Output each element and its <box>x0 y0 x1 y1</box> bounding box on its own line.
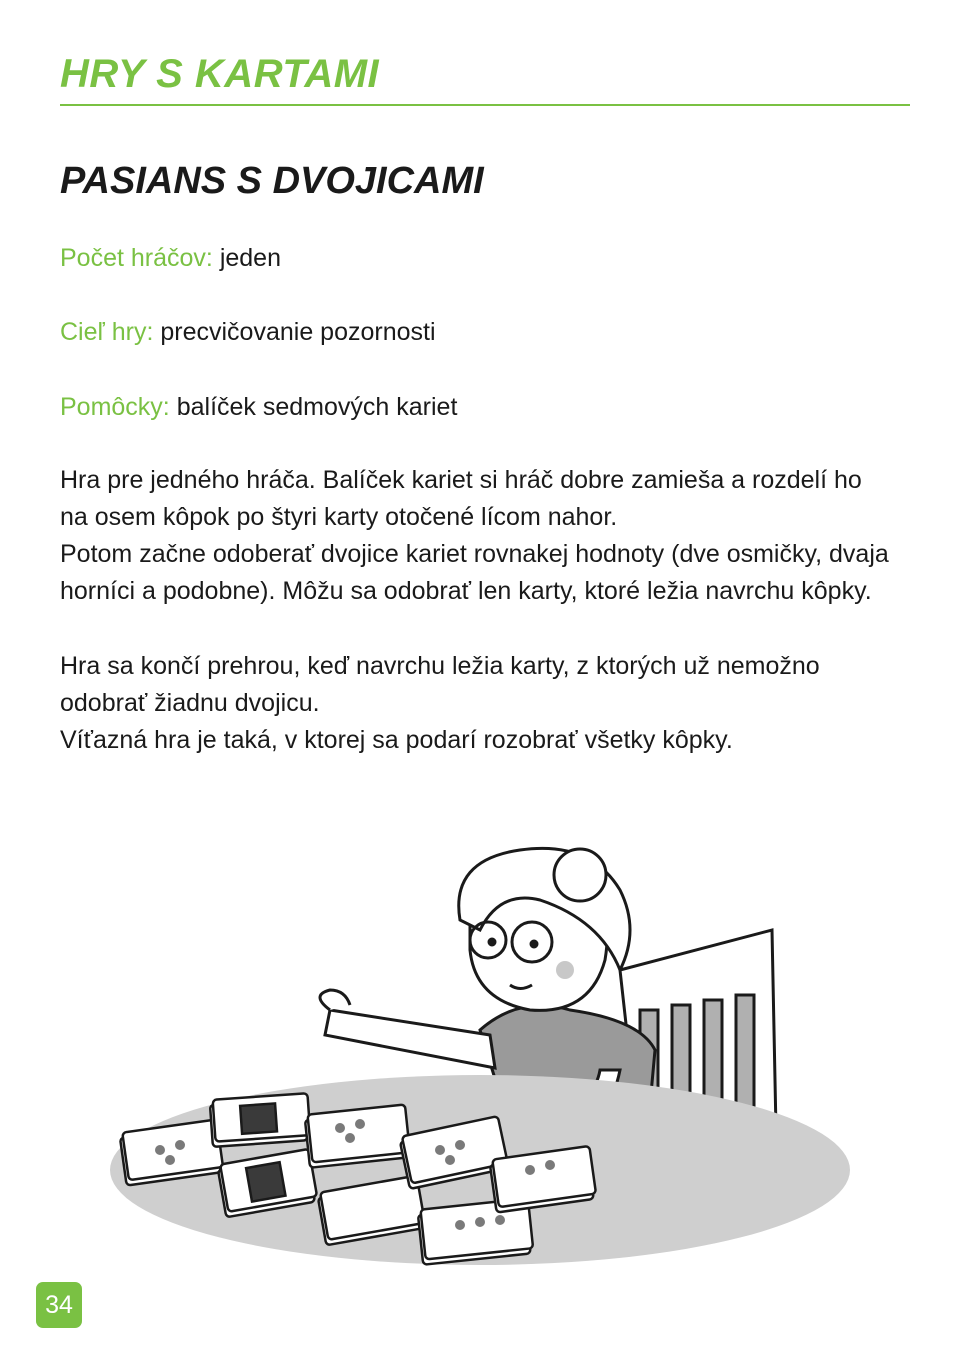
rules-paragraph-1 <box>60 462 930 610</box>
page-number-badge: 34 <box>36 1282 82 1328</box>
rules-line: Hra sa končí prehrou, keď navrchu ležia karty, z ktorých už nemožno <box>60 652 820 680</box>
rules-paragraph-2 <box>60 648 930 759</box>
girl-playing-solitaire-illustration <box>100 820 860 1290</box>
goal-label: Cieľ hry: <box>60 318 154 346</box>
game-title: PASIANS S DVOJICAMI <box>60 160 484 202</box>
rules-line: odobrať žiadnu dvojicu. <box>60 689 320 717</box>
players-row <box>60 243 281 273</box>
players-label: Počet hráčov: <box>60 244 213 272</box>
goal-value: precvičovanie pozornosti <box>160 318 436 346</box>
goal-row <box>60 317 436 347</box>
header-divider <box>60 104 910 106</box>
tools-label: Pomôcky: <box>60 393 170 421</box>
rules-line: horníci a podobne). Môžu sa odobrať len karty, ktoré ležia navrchu kôpky. <box>60 577 872 605</box>
rules-line: Víťazná hra je taká, v ktorej sa podarí rozobrať všetky kôpky. <box>60 726 733 754</box>
tools-row <box>60 392 457 422</box>
rules-line: na osem kôpok po štyri karty otočené lícom nahor. <box>60 503 618 531</box>
tools-value: balíček sedmových kariet <box>176 393 458 421</box>
players-value: jeden <box>219 244 281 272</box>
rules-line: Potom začne odoberať dvojice kariet rovnakej hodnoty (dve osmičky, dvaja <box>60 540 889 568</box>
rules-line: Hra pre jedného hráča. Balíček kariet si hráč dobre zamieša a rozdelí ho <box>60 466 862 494</box>
section-title: HRY S KARTAMI <box>60 52 380 96</box>
